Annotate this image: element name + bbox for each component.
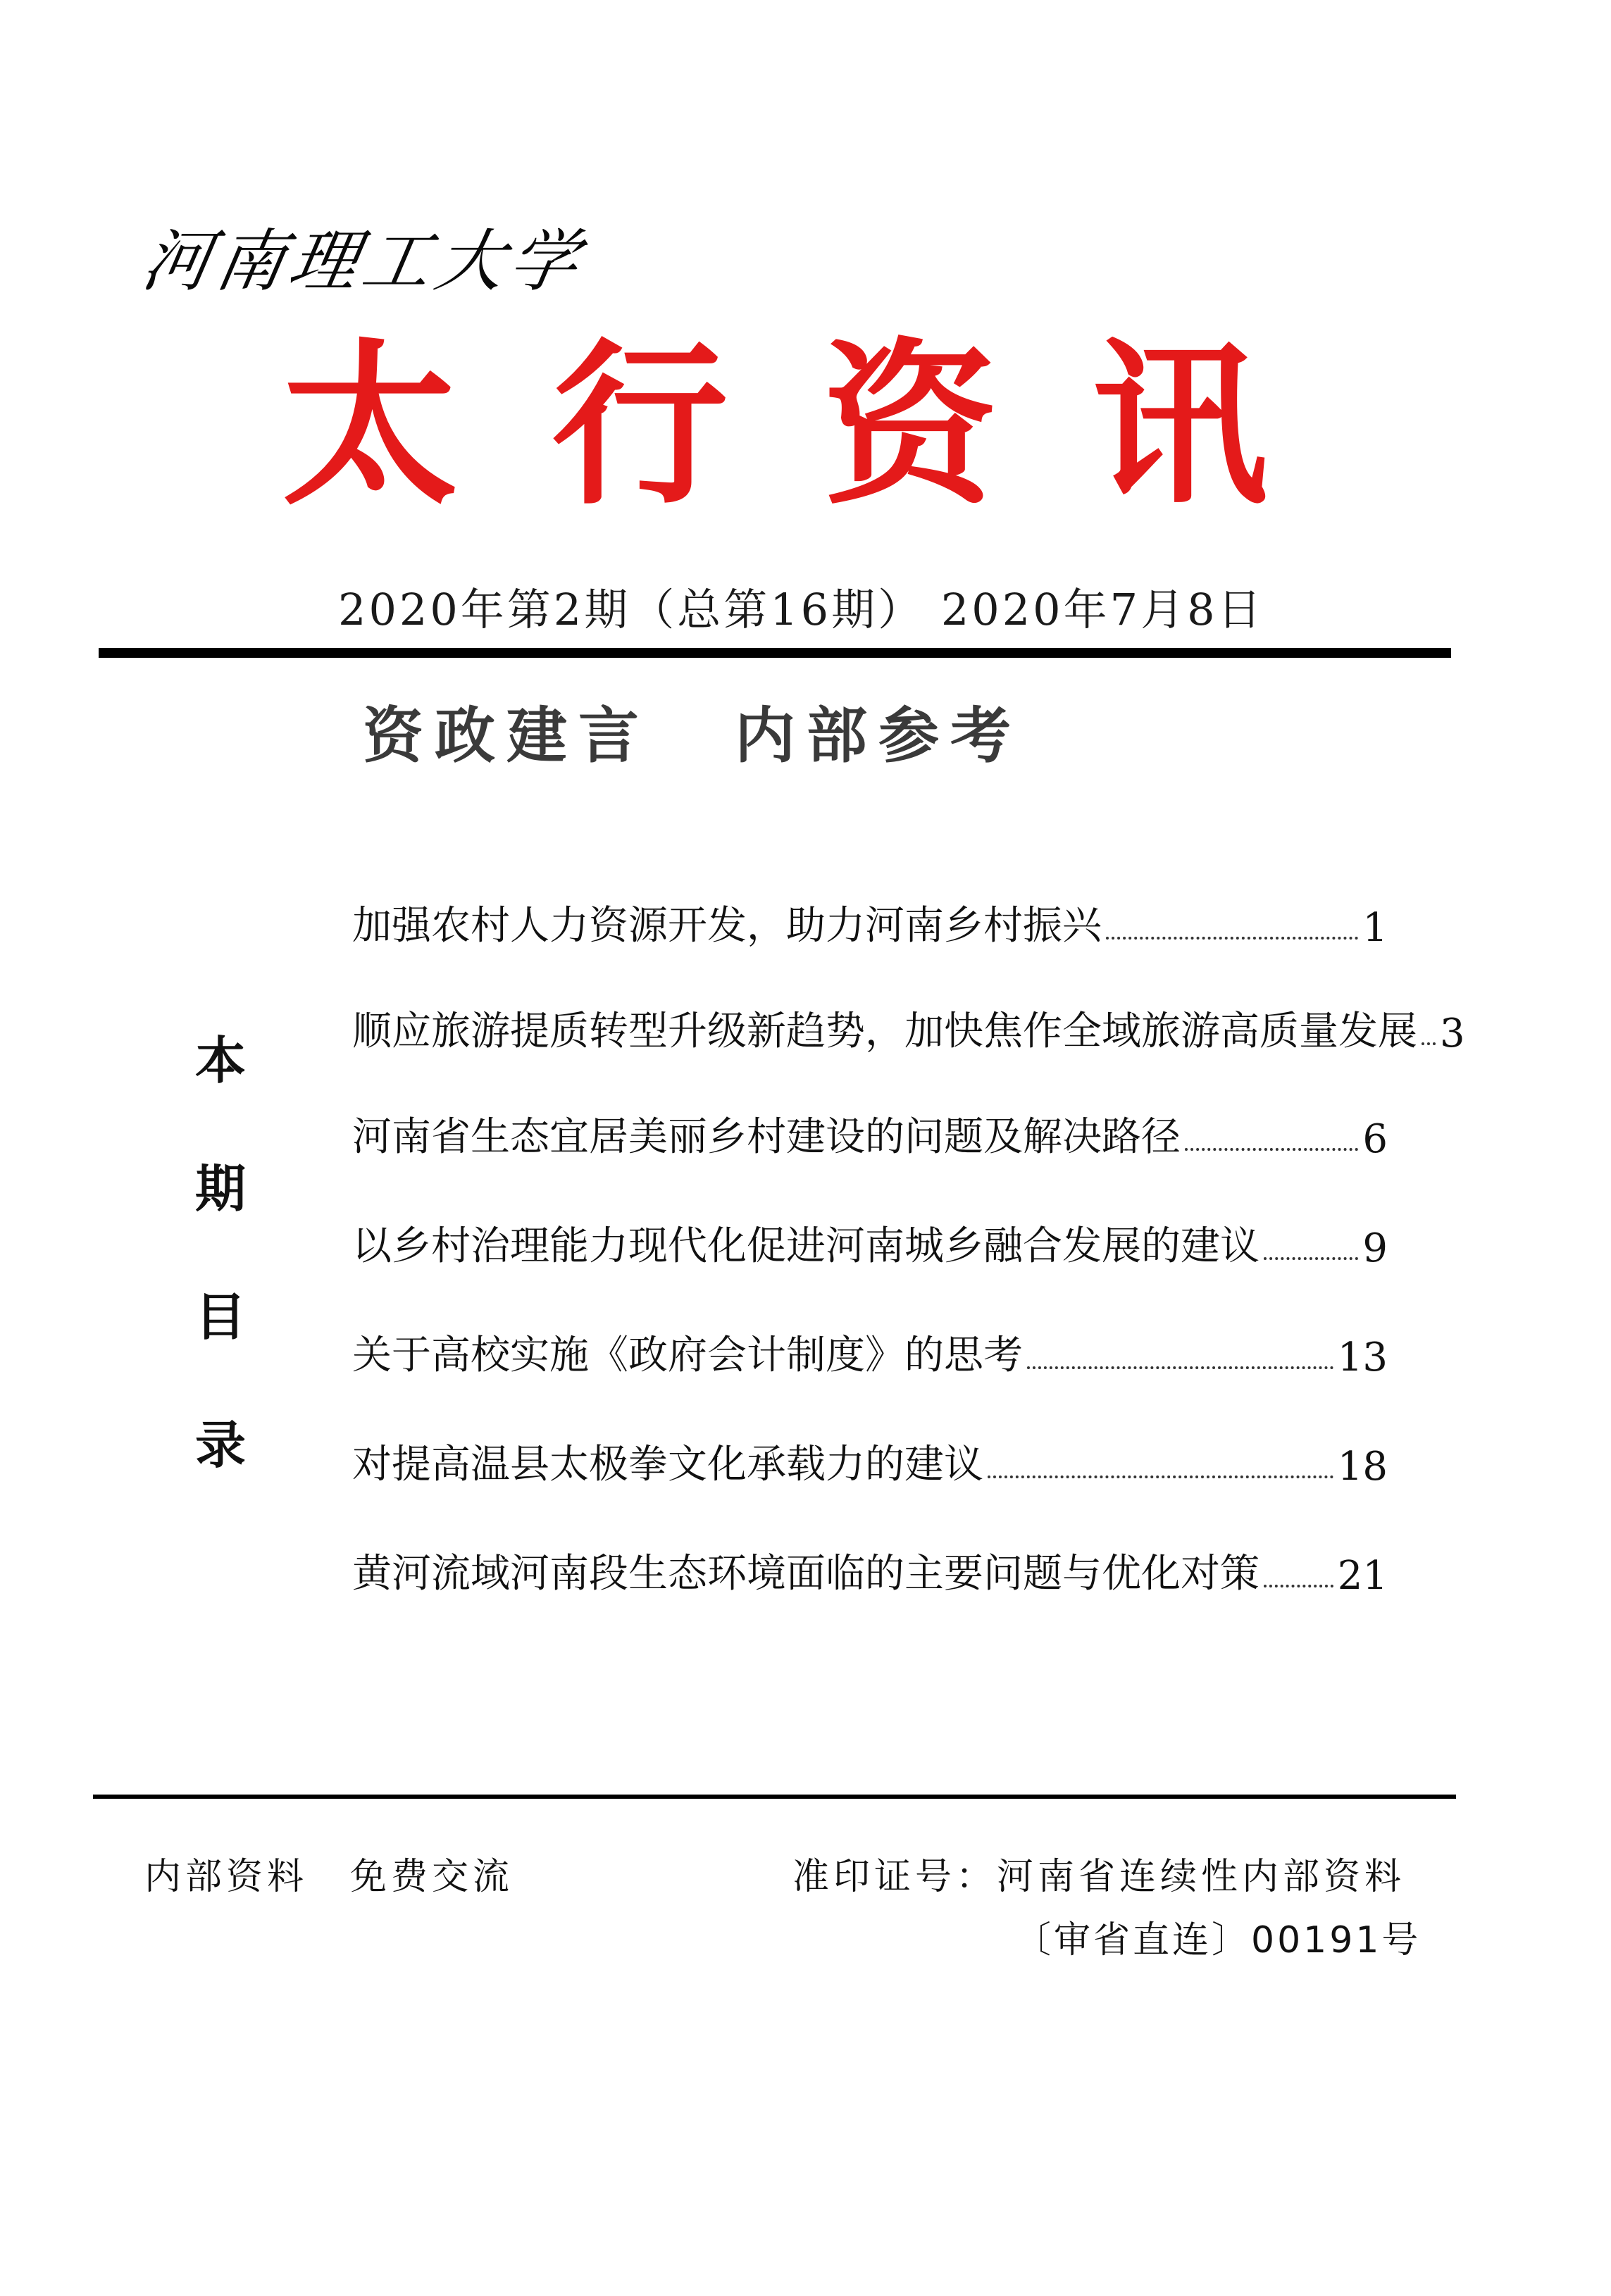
dot-leader: [1422, 1042, 1436, 1045]
toc-vertical-label: [189, 1031, 252, 1548]
toc-entry-page: 1: [1362, 905, 1388, 951]
toc-entry[interactable]: [352, 1542, 1388, 1599]
toc-entry-title: 河南省生态宜居美丽乡村建设的问题及解决路径: [352, 1114, 1181, 1160]
toc-entry[interactable]: [352, 1106, 1388, 1162]
dot-leader: [1264, 1257, 1358, 1260]
toc-entry[interactable]: [352, 894, 1388, 951]
toc-entry[interactable]: [352, 1433, 1388, 1490]
toc-entry-title: 以乡村治理能力现代化促进河南城乡融合发展的建议: [352, 1223, 1259, 1269]
toc-label-char: 本: [194, 1031, 246, 1090]
toc-entry[interactable]: [352, 1000, 1465, 1056]
toc-entry[interactable]: [352, 1324, 1388, 1380]
footer-permit-line-1: 准印证号：河南省连续性内部资料: [792, 1856, 1406, 1898]
toc-entry-title: 加强农村人力资源开发，助力河南乡村振兴: [352, 903, 1102, 949]
toc-entry-title: 顺应旅游提质转型升级新趋势，加快焦作全域旅游高质量发展: [352, 1009, 1417, 1054]
bottom-divider: [93, 1795, 1456, 1799]
toc-entry-page: 13: [1337, 1335, 1388, 1380]
toc-entry[interactable]: [352, 1215, 1388, 1271]
subtitle-left: 资政建言: [363, 701, 650, 771]
footer-permit-line-2: 〔审省直连〕00191号: [1014, 1919, 1422, 1961]
dot-leader: [1185, 1148, 1358, 1151]
masthead-char: 太: [282, 323, 458, 528]
toc-entry-page: 6: [1362, 1116, 1388, 1162]
toc-entry-page: 21: [1337, 1553, 1388, 1599]
dot-leader: [1027, 1366, 1333, 1369]
dot-leader: [1106, 937, 1358, 940]
dot-leader: [1264, 1585, 1333, 1587]
university-calligraphy-logo: 河南理工大学: [136, 222, 590, 301]
toc-entry-title: 关于高校实施《政府会计制度》的思考: [352, 1333, 1023, 1378]
dot-leader: [988, 1475, 1333, 1478]
masthead-title: [282, 323, 1268, 528]
toc-label-char: 目: [194, 1287, 246, 1347]
toc-entry-title: 对提高温县太极拳文化承载力的建议: [352, 1442, 983, 1487]
footer-internal-label: 内部资料: [144, 1856, 309, 1898]
masthead-char: 行: [552, 323, 728, 528]
masthead-char: 讯: [1091, 323, 1268, 528]
subtitle-right: 内部参考: [735, 701, 1022, 771]
subtitle: [363, 687, 1022, 774]
masthead-char: 资: [821, 323, 998, 528]
footer-free-label: 免费交流: [350, 1856, 514, 1898]
top-divider: [99, 648, 1451, 658]
toc-entry-page: 9: [1362, 1225, 1388, 1271]
issue-date-line: 2020年第2期（总第16期） 2020年7月8日: [338, 584, 1264, 635]
toc-entry-title: 黄河流域河南段生态环境面临的主要问题与优化对策: [352, 1551, 1259, 1597]
toc-label-char: 期: [194, 1159, 246, 1218]
toc-entry-page: 3: [1440, 1011, 1465, 1056]
toc-entry-page: 18: [1337, 1444, 1388, 1490]
toc-label-char: 录: [194, 1416, 246, 1475]
footer-distribution-note: [144, 1847, 514, 1899]
